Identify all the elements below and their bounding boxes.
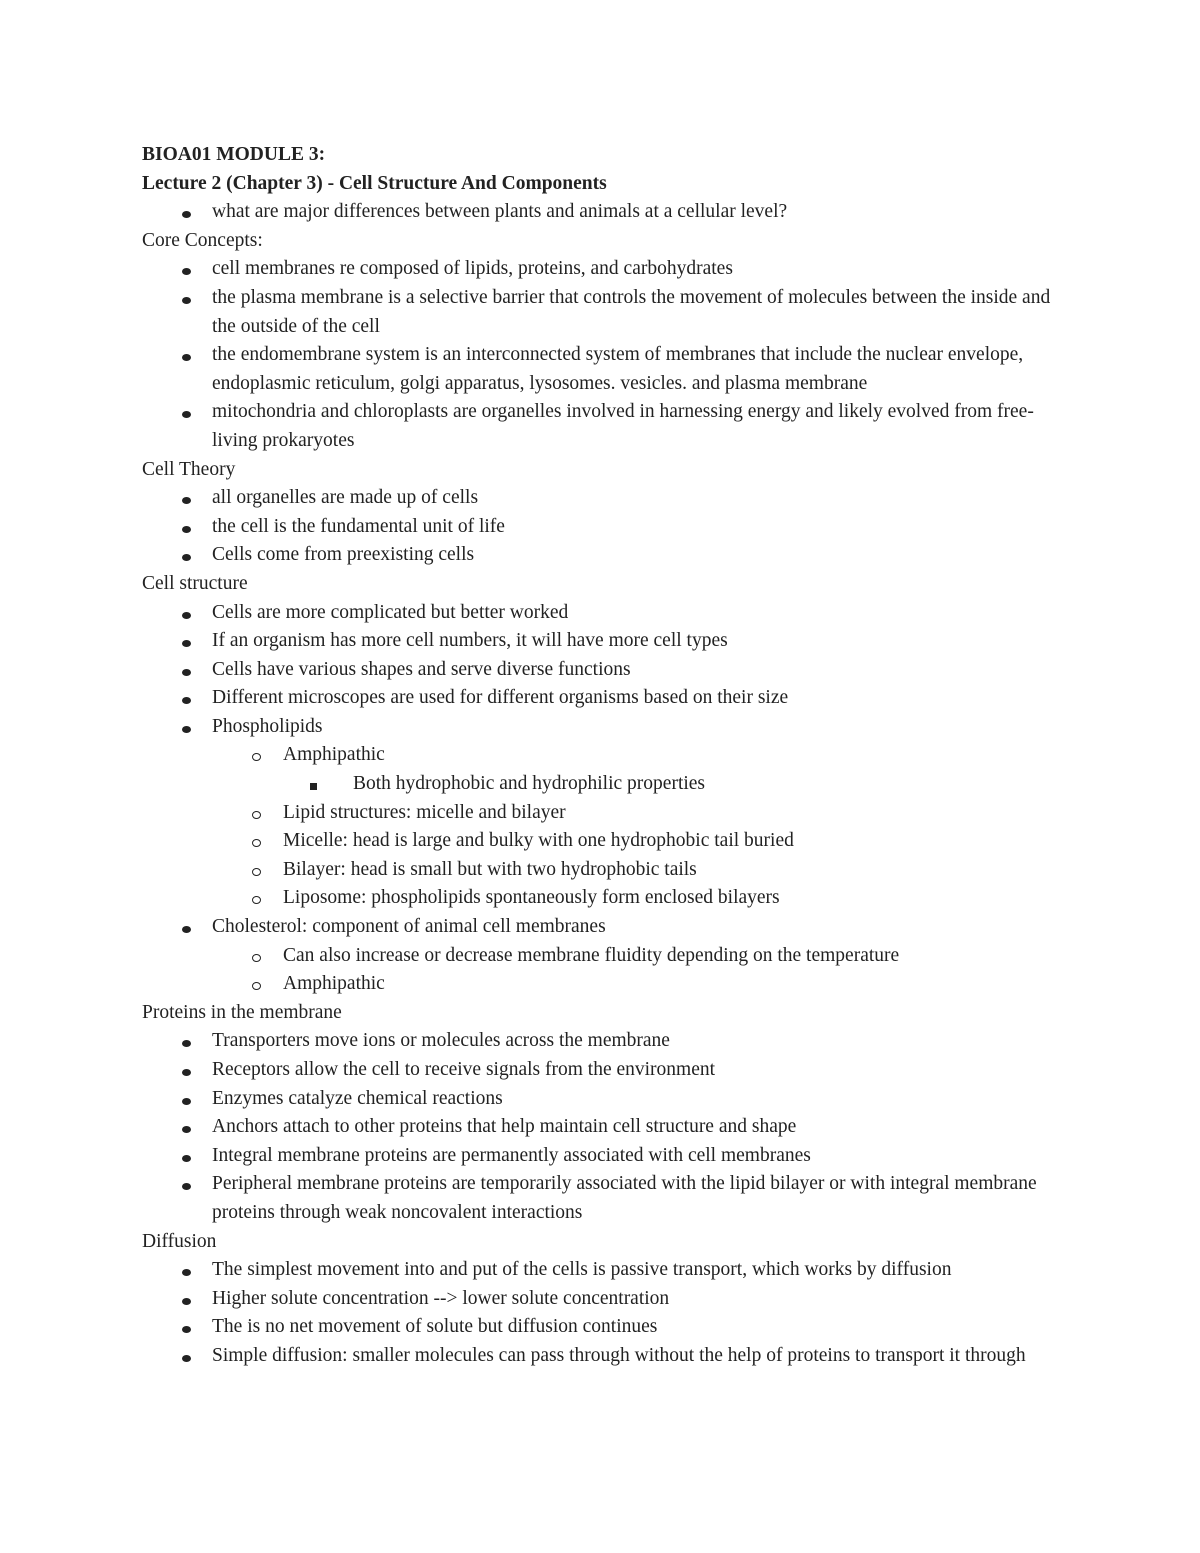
bullet-icon bbox=[176, 1027, 196, 1056]
bullet-icon bbox=[176, 1142, 196, 1171]
list-item: Bilayer: head is small but with two hydrophobic tails bbox=[142, 856, 1062, 885]
list-item: Cells come from preexisting cells bbox=[142, 541, 1062, 570]
circle-bullet-icon bbox=[246, 884, 266, 913]
core-concepts-list bbox=[142, 255, 1062, 455]
list-item: If an organism has more cell numbers, it will have more cell types bbox=[142, 627, 1062, 656]
section-heading-cell-theory: Cell Theory bbox=[142, 458, 236, 480]
bullet-icon bbox=[176, 198, 196, 227]
list-item: Lipid structures: micelle and bilayer bbox=[142, 799, 1062, 828]
list-item: Anchors attach to other proteins that help maintain cell structure and shape bbox=[142, 1113, 1062, 1142]
list-item: mitochondria and chloroplasts are organelles involved in harnessing energy and likely evolved from free-living prokaryotes bbox=[142, 398, 1062, 455]
bullet-icon bbox=[176, 627, 196, 656]
list-item: Amphipathic bbox=[142, 741, 1062, 770]
bullet-icon bbox=[176, 398, 196, 427]
section-heading-core-concepts: Core Concepts: bbox=[142, 229, 263, 251]
circle-bullet-icon bbox=[246, 856, 266, 885]
list-item: Micelle: head is large and bulky with one hydrophobic tail buried bbox=[142, 827, 1062, 856]
circle-bullet-icon bbox=[246, 942, 266, 971]
list-item: Amphipathic bbox=[142, 970, 1062, 999]
list-item: Peripheral membrane proteins are temporarily associated with the lipid bilayer or with integral membrane proteins through weak noncovalent interactions bbox=[142, 1170, 1062, 1227]
bullet-icon bbox=[176, 656, 196, 685]
list-item: Can also increase or decrease membrane fluidity depending on the temperature bbox=[142, 942, 1062, 971]
list-item: Higher solute concentration --> lower solute concentration bbox=[142, 1285, 1062, 1314]
list-item: Transporters move ions or molecules across the membrane bbox=[142, 1027, 1062, 1056]
amphipathic-sublist bbox=[142, 770, 1062, 799]
list-item: the plasma membrane is a selective barrier that controls the movement of molecules between the inside and the outside of the cell bbox=[142, 284, 1062, 341]
list-item: what are major differences between plants and animals at a cellular level? bbox=[142, 198, 1062, 227]
list-item: the endomembrane system is an interconnected system of membranes that include the nuclear envelope, endoplasmic reticulum, golgi apparatus, lysosomes. vesicles. and plasma membrane bbox=[142, 341, 1062, 398]
section-heading-proteins: Proteins in the membrane bbox=[142, 1001, 342, 1023]
bullet-icon bbox=[176, 1313, 196, 1342]
bullet-icon bbox=[176, 599, 196, 628]
list-item: Phospholipids bbox=[142, 713, 1062, 742]
phospholipids-sublist bbox=[142, 741, 1062, 770]
bullet-icon bbox=[176, 1113, 196, 1142]
bullet-icon bbox=[176, 684, 196, 713]
bullet-icon bbox=[176, 484, 196, 513]
list-item: Both hydrophobic and hydrophilic properties bbox=[142, 770, 1062, 799]
intro-list bbox=[142, 198, 1062, 227]
cholesterol-sublist bbox=[142, 942, 1062, 999]
section-heading-diffusion: Diffusion bbox=[142, 1230, 217, 1252]
list-item: all organelles are made up of cells bbox=[142, 484, 1062, 513]
phospholipids-sublist-cont bbox=[142, 799, 1062, 913]
list-item: Liposome: phospholipids spontaneously form enclosed bilayers bbox=[142, 884, 1062, 913]
document-body bbox=[142, 141, 1062, 1371]
circle-bullet-icon bbox=[246, 970, 266, 999]
list-item: Cholesterol: component of animal cell membranes bbox=[142, 913, 1062, 942]
bullet-icon bbox=[176, 913, 196, 942]
list-item: Enzymes catalyze chemical reactions bbox=[142, 1085, 1062, 1114]
bullet-icon bbox=[176, 341, 196, 370]
circle-bullet-icon bbox=[246, 799, 266, 828]
section-heading-cell-structure: Cell structure bbox=[142, 572, 248, 594]
bullet-icon bbox=[176, 1085, 196, 1114]
cell-structure-list bbox=[142, 599, 1062, 742]
bullet-icon bbox=[176, 284, 196, 313]
square-bullet-icon bbox=[303, 770, 323, 799]
cell-structure-list-cont bbox=[142, 913, 1062, 942]
list-item: Cells are more complicated but better worked bbox=[142, 599, 1062, 628]
cell-theory-list bbox=[142, 484, 1062, 570]
bullet-icon bbox=[176, 541, 196, 570]
list-item: Integral membrane proteins are permanently associated with cell membranes bbox=[142, 1142, 1062, 1171]
bullet-icon bbox=[176, 1342, 196, 1371]
bullet-icon bbox=[176, 255, 196, 284]
proteins-list bbox=[142, 1027, 1062, 1227]
lecture-heading: Lecture 2 (Chapter 3) - Cell Structure And Components bbox=[142, 172, 607, 194]
list-item: Receptors allow the cell to receive signals from the environment bbox=[142, 1056, 1062, 1085]
list-item: The is no net movement of solute but diffusion continues bbox=[142, 1313, 1062, 1342]
list-item: cell membranes re composed of lipids, proteins, and carbohydrates bbox=[142, 255, 1062, 284]
document-title: BIOA01 MODULE 3: bbox=[142, 144, 326, 165]
bullet-icon bbox=[176, 713, 196, 742]
diffusion-list bbox=[142, 1256, 1062, 1370]
bullet-icon bbox=[176, 1170, 196, 1199]
list-item: the cell is the fundamental unit of life bbox=[142, 513, 1062, 542]
bullet-icon bbox=[176, 1285, 196, 1314]
list-item: Different microscopes are used for different organisms based on their size bbox=[142, 684, 1062, 713]
bullet-icon bbox=[176, 1256, 196, 1285]
bullet-icon bbox=[176, 1056, 196, 1085]
list-item: The simplest movement into and put of the cells is passive transport, which works by diffusion bbox=[142, 1256, 1062, 1285]
list-item: Cells have various shapes and serve diverse functions bbox=[142, 656, 1062, 685]
bullet-icon bbox=[176, 513, 196, 542]
circle-bullet-icon bbox=[246, 827, 266, 856]
list-item: Simple diffusion: smaller molecules can pass through without the help of proteins to transport it through bbox=[142, 1342, 1062, 1371]
circle-bullet-icon bbox=[246, 741, 266, 770]
